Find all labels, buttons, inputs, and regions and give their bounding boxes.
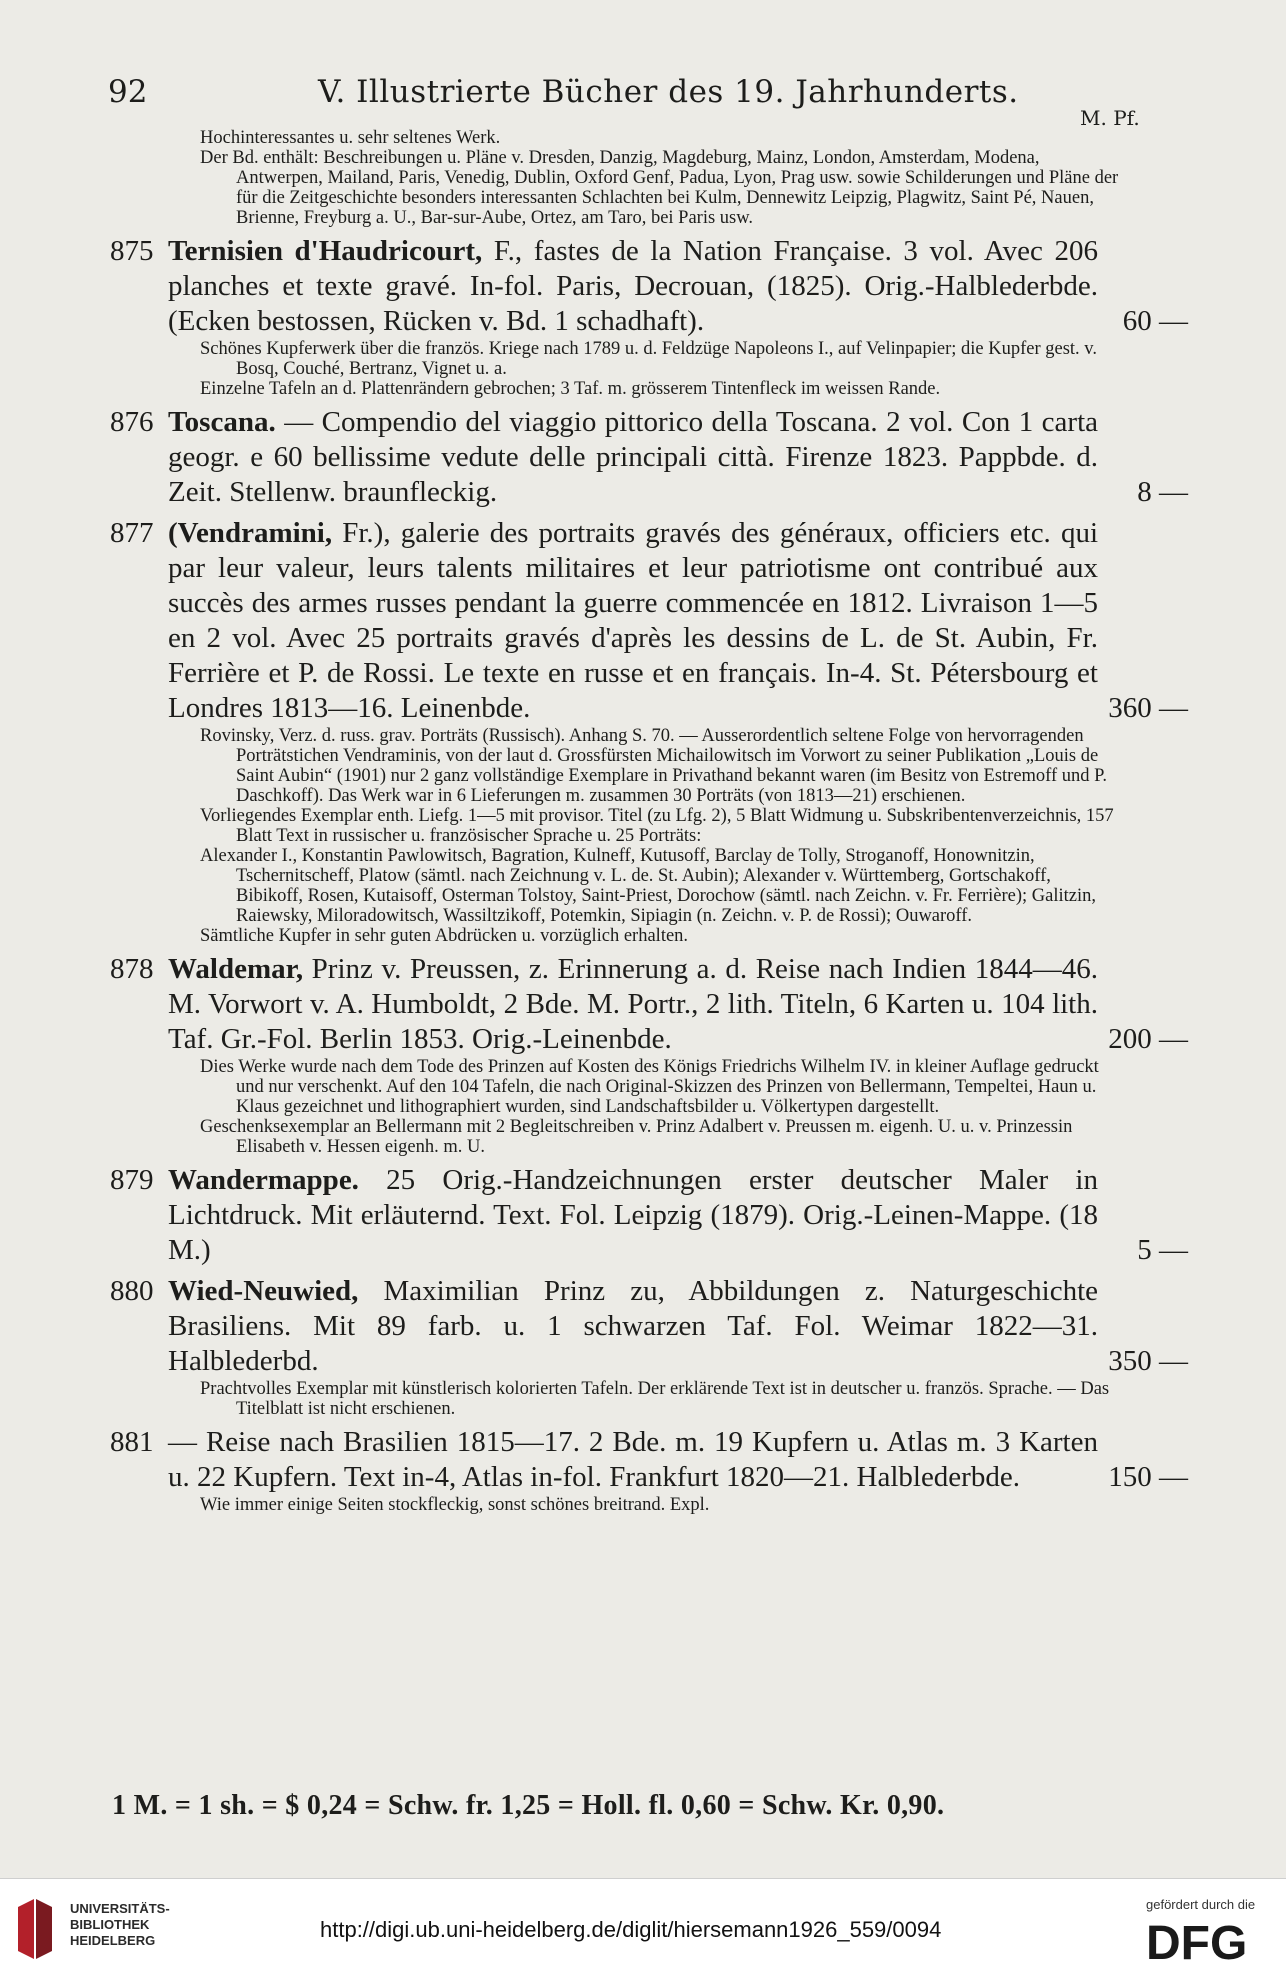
entry-price: 8 — bbox=[1137, 476, 1188, 508]
intro-note: Hochinteressantes u. sehr seltenes Werk. bbox=[200, 128, 501, 148]
dfg-logo-icon bbox=[1146, 1917, 1274, 1963]
currency-conversion-line: 1 M. = 1 sh. = $ 0,24 = Schw. fr. 1,25 = Holl. fl. 0,60 = Schw. Kr. 0,90. bbox=[112, 1790, 945, 1821]
catalog-entry bbox=[110, 1163, 1188, 1268]
entry-text: — Reise nach Brasilien 1815—17. 2 Bde. m. 19 Kupfern u. Atlas m. 3 Karten u. 22 Kupfern. Text in-4, Atlas in-fol. Frankfurt 1820—21. Halblederbde. bbox=[168, 1426, 1098, 1493]
entry-description bbox=[168, 1274, 1098, 1379]
entry-note: Vorliegendes Exemplar enth. Liefg. 1—5 mit provisor. Titel (zu Lfg. 2), 5 Blatt Widmung u. Subskribentenverzeichnis, 157 Blatt Text in russischer u. französischer Sprache u. 25 Porträts: bbox=[200, 806, 1114, 846]
catalog-entry bbox=[110, 405, 1188, 510]
university-library-logo-icon bbox=[14, 1897, 56, 1963]
entry-author: Toscana. bbox=[168, 406, 276, 438]
entry-author: Ternisien d'Haudricourt, bbox=[168, 235, 483, 267]
catalog-entry bbox=[110, 516, 1188, 726]
entry-number: 879 bbox=[110, 1164, 154, 1196]
entry-number: 880 bbox=[110, 1275, 154, 1307]
entry-number: 881 bbox=[110, 1426, 154, 1458]
entry-price: 60 — bbox=[1122, 305, 1188, 337]
digitization-footer bbox=[0, 1878, 1286, 1974]
catalog-entry bbox=[110, 952, 1188, 1057]
entry-description bbox=[168, 234, 1098, 339]
entry-note: Sämtliche Kupfer in sehr guten Abdrücken u. vorzüglich erhalten. bbox=[200, 926, 689, 946]
entry-note: Geschenksexemplar an Bellermann mit 2 Begleitschreiben v. Prinz Adalbert v. Preussen m. eigenh. U. u. v. Prinzessin Elisabeth v. Hessen eigenh. m. U. bbox=[200, 1117, 1073, 1157]
entry-author: Wied-Neuwied, bbox=[168, 1275, 359, 1307]
entry-description bbox=[168, 952, 1098, 1057]
entry-price: 200 — bbox=[1108, 1023, 1188, 1055]
library-name-line: BIBLIOTHEK bbox=[70, 1917, 150, 1932]
entry-text: — Compendio del viaggio pittorico della Toscana. 2 vol. Con 1 carta geogr. e 60 bellissime vedute delle principali città. Firenze 1823. Pappbde. d. Zeit. Stellenw. braunfleckig. bbox=[168, 406, 1098, 508]
entry-note: Rovinsky, Verz. d. russ. grav. Porträts (Russisch). Anhang S. 70. — Ausserordentlich seltene Folge von hervorragenden Porträtstichen Vendraminis, von der laut d. Grossfürsten Michailowitsch im Vorwort zu seiner Publikation „Louis de Saint Aubin“ (1901) nur 2 ganz vollständige Exemplare in Privathand bekannt waren (im Besitz von Estremoff und P. Daschkoff). Das Werk war in 6 Lieferungen m. zusammen 30 Porträts (von 1813—21) erschienen. bbox=[200, 726, 1108, 806]
catalog-entry bbox=[110, 1425, 1188, 1495]
entry-note: Wie immer einige Seiten stockfleckig, sonst schönes breitrand. Expl. bbox=[200, 1495, 710, 1515]
entry-author: Wandermappe. bbox=[168, 1164, 359, 1196]
entry-price: 360 — bbox=[1108, 692, 1188, 724]
dfg-logo-text: DFG bbox=[1146, 1917, 1248, 1963]
entry-note: Schönes Kupferwerk über die französ. Kriege nach 1789 u. d. Feldzüge Napoleons I., auf Velinpapier; die Kupfer gest. v. Bosq, Couché, Bertranz, Vignet u. a. bbox=[200, 339, 1097, 379]
entry-note: Alexander I., Konstantin Pawlowitsch, Bagration, Kulneff, Kutusoff, Barclay de Tolly, Stroganoff, Honownitzin, Tschernitscheff, Platow (sämtl. nach Zeichnung v. L. de. St. Aubin); Alexander v. Württemberg, Gortschakoff, Bibikoff, Rosen, Kutaisoff, Osterman Tolstoy, Saint-Priest, Dorochow (sämtl. nach Zeichn. v. Fr. Ferrière); Galitzin, Raiewsky, Miloradowitsch, Wassiltzikoff, Potemkin, Sipiagin (n. Zeichn. v. P. de Rossi); Ouwaroff. bbox=[200, 846, 1097, 926]
library-name-line: UNIVERSITÄTS- bbox=[70, 1901, 170, 1916]
entry-note: Einzelne Tafeln an d. Plattenrändern gebrochen; 3 Taf. m. grösserem Tintenfleck im weissen Rande. bbox=[200, 379, 941, 399]
entry-number: 876 bbox=[110, 406, 154, 438]
entry-note: Prachtvolles Exemplar mit künstlerisch kolorierten Tafeln. Der erklärende Text ist in deutscher u. französ. Sprache. — Das Titelblatt ist nicht erschienen. bbox=[200, 1379, 1110, 1419]
library-name-line: HEIDELBERG bbox=[70, 1933, 156, 1948]
entry-number: 877 bbox=[110, 517, 154, 549]
entry-note: Dies Werke wurde nach dem Tode des Prinzen auf Kosten des Königs Friedrichs Wilhelm IV. in kleiner Auflage gedruckt und nur verschenkt. Auf den 104 Tafeln, die nach Original-Skizzen des Prinzen von Bellermann, Tempeltei, Haun u. Klaus gezeichnet und lithographiert wurden, sind Landschaftsbilder u. Völkertypen dargestellt. bbox=[200, 1057, 1099, 1117]
entry-author: Waldemar, bbox=[168, 953, 304, 985]
catalog-content bbox=[100, 128, 1188, 1521]
entry-author: (Vendramini, bbox=[168, 517, 333, 549]
entry-price: 5 — bbox=[1137, 1234, 1188, 1266]
entry-number: 878 bbox=[110, 953, 154, 985]
price-column-header: M. Pf. bbox=[1080, 106, 1140, 130]
page-title: V. Illustrierte Bücher des 19. Jahrhunderts. bbox=[318, 74, 1019, 110]
intro-note: Der Bd. enthält: Beschreibungen u. Pläne v. Dresden, Danzig, Magdeburg, Mainz, London, Amsterdam, Modena, Antwerpen, Mailand, Paris, Venedig, Dublin, Oxford Genf, Padua, Lyon, Prag usw. sowie Schilderungen und Pläne der für die Zeitgeschichte besonders interessanten Schlachten bei Kulm, Dennewitz Leipzig, Plagwitz, Saint Pé, Nauen, Brienne, Freyburg a. U., Bar-sur-Aube, Ortez, am Taro, bei Paris usw. bbox=[200, 148, 1119, 228]
entry-text: Fr.), galerie des portraits gravés des généraux, officiers etc. qui par leur valeur, leurs talents militaires et leur patriotisme ont contribué aux succès des armes russes pendant la guerre commencée en 1812. Livraison 1—5 en 2 vol. Avec 25 portraits gravés d'après les dessins de L. de St. Aubin, Fr. Ferrière et P. de Rossi. Le texte en russe et en français. In-4. St. Pétersbourg et Londres 1813—16. Leinenbde. bbox=[168, 517, 1098, 724]
entry-text: F., fastes de la Nation Française. 3 vol. Avec 206 planches et texte gravé. In-fol. Paris, Decrouan, (1825). Orig.-Halblederbde. (Ecken bestossen, Rücken v. Bd. 1 schadhaft). bbox=[168, 235, 1098, 337]
entry-text: 25 Orig.-Handzeichnungen erster deutscher Maler in Lichtdruck. Mit erläuternd. Text. Fol. Leipzig (1879). Orig.-Leinen-Mappe. (18 M.) bbox=[168, 1164, 1098, 1266]
entry-text: Prinz v. Preussen, z. Erinnerung a. d. Reise nach Indien 1844—46. M. Vorwort v. A. Humboldt, 2 Bde. M. Portr., 2 lith. Titeln, 6 Karten u. 104 lith. Taf. Gr.-Fol. Berlin 1853. Orig.-Leinenbde. bbox=[168, 953, 1098, 1055]
entry-description bbox=[168, 516, 1098, 726]
source-url-link[interactable]: http://digi.ub.uni-heidelberg.de/diglit/hiersemann1926_559/0094 bbox=[320, 1917, 942, 1942]
page-number: 92 bbox=[108, 74, 148, 110]
entry-description bbox=[168, 405, 1098, 510]
entry-list bbox=[100, 234, 1188, 1521]
entry-description bbox=[168, 1163, 1098, 1268]
entry-description bbox=[168, 1425, 1098, 1495]
entry-text: Maximilian Prinz zu, Abbildungen z. Naturgeschichte Brasiliens. Mit 89 farb. u. 1 schwarzen Taf. Fol. Weimar 1822—31. Halblederbd. bbox=[168, 1275, 1098, 1377]
catalog-entry bbox=[110, 234, 1188, 339]
funding-caption: gefördert durch die bbox=[1146, 1897, 1256, 1912]
entry-number: 875 bbox=[110, 235, 154, 267]
entry-price: 150 — bbox=[1108, 1461, 1188, 1493]
entry-price: 350 — bbox=[1108, 1345, 1188, 1377]
catalog-entry bbox=[110, 1274, 1188, 1379]
library-name bbox=[70, 1901, 170, 1949]
